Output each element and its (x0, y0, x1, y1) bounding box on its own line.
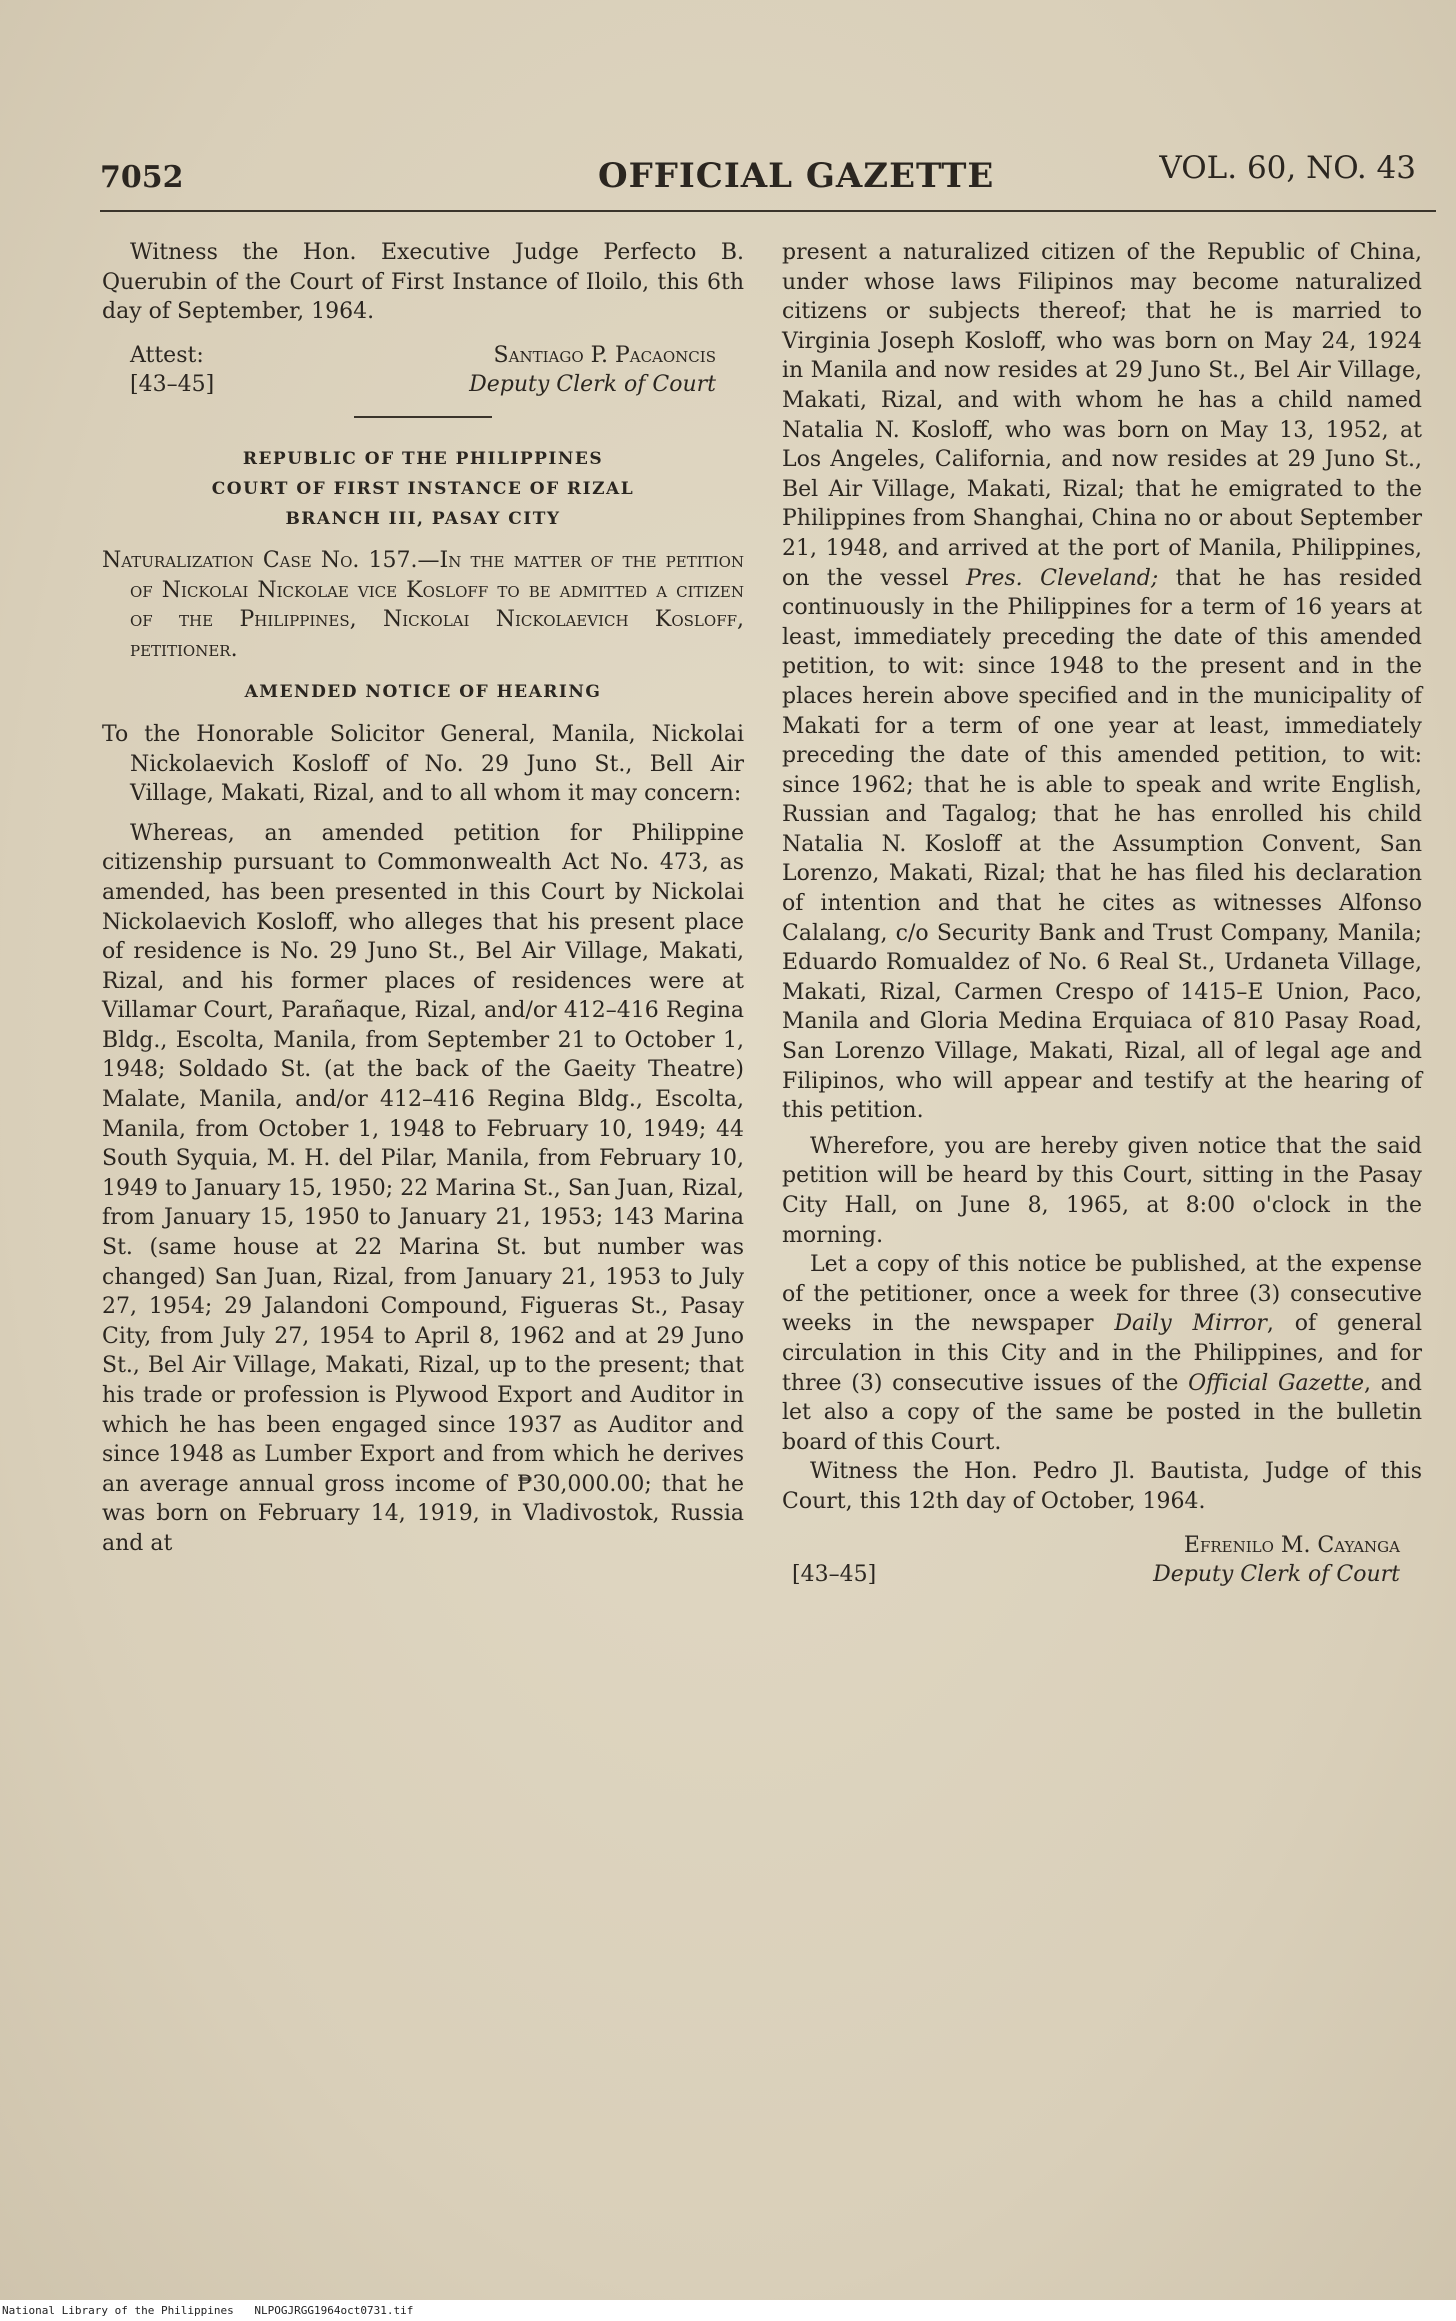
publish-a: Let a copy of this notice be published, at the expense of the petitioner, once a week for three (3) consecutive weeks in the newspaper (782, 1252, 1422, 1337)
header-rule (100, 210, 1436, 212)
case-caption (102, 546, 744, 664)
case-text: —In the matter of the petition of Nickolai Nickolae vice Kosloff to be admitted a citizen of the Philippines, Nickolai Nickolaevich Kosloff, petitioner. (130, 547, 744, 662)
newspaper-name: Daily Mirror (1114, 1311, 1267, 1337)
left-column (102, 238, 744, 1559)
notice1-signer: Santiago P. Pacaoncis (493, 342, 716, 368)
scan-footer (0, 2300, 1456, 2321)
court-line-2: COURT OF FIRST INSTANCE OF RIZAL (211, 478, 635, 499)
volume-issue: VOL. 60, NO. 43 (1159, 150, 1416, 186)
publication-paragraph (782, 1250, 1422, 1457)
notice1-attestation (102, 341, 744, 400)
body-right (782, 238, 1422, 1126)
right-column (782, 238, 1422, 1590)
notice2-signature (782, 1531, 1422, 1590)
notice-subheading: AMENDED NOTICE OF HEARING (244, 682, 602, 703)
body-left: Whereas, an amended petition for Philippine citizenship pursuant to Commonwealth Act No. 473, as amended, has been presented in this Court by Nickolai Nickolaevich Kosloff, who alleges that his present place of residence is No. 29 Juno St., Bel Air Village, Makati, Rizal, and his former places of residences were at Villamar Court, Parañaque, Rizal, and/or 412–416 Regina Bldg., Escolta, Manila, from September 21 to October 1, 1948; Soldado St. (at the back of the Gaeity Theatre) Malate, Manila, and/or 412–416 Regina Bldg., Escolta, Manila, from October 1, 1948 to February 10, 1949; 44 South Syquia, M. H. del Pilar, Manila, from February 10, 1949 to January 15, 1950; 22 Marina St., San Juan, Rizal, from January 15, 1950 to January 21, 1953; 143 Marina St. (same house at 22 Marina St. but number was changed) San Juan, Rizal, from January 21, 1953 to July 27, 1954; 29 Jalandoni Compound, Figueras St., Pasay City, from July 27, 1954 to April 8, 1962 and at 29 Juno St., Bel Air Village, Makati, Rizal, up to the present; that his trade or profession is Plywood Export and Auditor in which he has been engaged since 1937 as Auditor and since 1948 as Lumber Export and from which he derives an average annual gross income of ₱30,000.00; that he was born on February 14, 1919, in Vladivostok, Russia and at (102, 820, 744, 1556)
page-header (100, 150, 1426, 200)
notice1-ref: [43–45] (130, 372, 215, 398)
notice2-signer-title: Deputy Clerk of Court (1153, 1562, 1400, 1588)
notice2-signer: Efrenilo M. Cayanga (1183, 1532, 1400, 1558)
page-number: 7052 (100, 160, 184, 195)
wherefore-paragraph: Wherefore, you are hereby given notice that the said petition will be heard by this Court, sitting in the Pasay City Hall, on June 8, 1965, at 8:00 o'clock in the morning. (782, 1133, 1422, 1248)
notice1-witness: Witness the Hon. Executive Judge Perfecto B. Querubin of the Court of First Instance of Iloilo, this 6th day of September, 1964. (102, 240, 744, 325)
notice2-witness: Witness the Hon. Pedro Jl. Bautista, Judge of this Court, this 12th day of October, 1964. (782, 1459, 1422, 1514)
vessel-name: Pres. Cleveland; (966, 565, 1159, 591)
publish-c: , and let also a copy of the same be posted in the bulletin board of this Court. (782, 1370, 1422, 1455)
case-label: Naturalization Case No. 157. (102, 547, 418, 573)
gazette-name: Official Gazette (1188, 1370, 1364, 1396)
footer-source: National Library of the Philippines (2, 2304, 234, 2317)
publication-title: OFFICIAL GAZETTE (598, 156, 995, 196)
addressee: To the Honorable Solicitor General, Manila, Nickolai Nickolaevich Kosloff of No. 29 Juno St., Bell Air Village, Makati, Rizal, and to all whom it may concern: (102, 721, 744, 807)
court-line-3: BRANCH III, PASAY CITY (285, 508, 561, 529)
body-right-cont: that he has resided continuously in the Philippines for a term of 16 years at least, immediately preceding the date of this amended petition, to wit: since 1948 to the present and in the places herein above specified and in the municipality of Makati for a term of one year at least, immediately preceding the date of this amended petition, to wit: since 1962; that he is able to speak and write English, Russian and Tagalog; that he has enrolled his child Natalia N. Kosloff at the Assumption Convent, San Lorenzo, Makati, Rizal; that he has filed his declaration of intention and that he cites as witnesses Alfonso Calalang, c/o Security Bank and Trust Company, Manila; Eduardo Romualdez of No. 6 Real St., Urdaneta Village, Makati, Rizal, Carmen Crespo of 1415–E Union, Paco, Manila and Gloria Medina Erquiaca of 810 Pasay Road, San Lorenzo Village, Makati, Rizal, all of legal age and Filipinos, who will appear and testify at the hearing of this petition. (782, 565, 1422, 1124)
notice2-ref: [43–45] (792, 1562, 877, 1588)
court-line-1: REPUBLIC OF THE PHILIPPINES (242, 448, 604, 469)
footer-file: NLPOGJRGG1964oct0731.tif (254, 2304, 414, 2317)
attest-label: Attest: (130, 342, 204, 368)
court-heading (102, 444, 744, 534)
notice1-signer-title: Deputy Clerk of Court (469, 372, 716, 398)
body-right-text: present a naturalized citizen of the Republic of China, under whose laws Filipinos may become naturalized citizens or subjects thereof; that he is married to Virginia Joseph Kosloff, who was born on May 24, 1924 in Manila and now resides at 29 Juno St., Bel Air Village, Makati, Rizal, and with whom he has a child named Natalia N. Kosloff, who was born on May 13, 1952, at Los Angeles, California, and now resides at 29 Juno St., Bel Air Village, Makati, Rizal; that he emigrated to the Philippines from Shanghai, China no or about September 21, 1948, and arrived at the port of Manila, Philippines, on the vessel (782, 240, 1422, 591)
section-divider (354, 416, 492, 418)
publish-b: , of general circulation in this City and in the Philippines, and for three (3) consecutive issues of the (782, 1311, 1422, 1396)
